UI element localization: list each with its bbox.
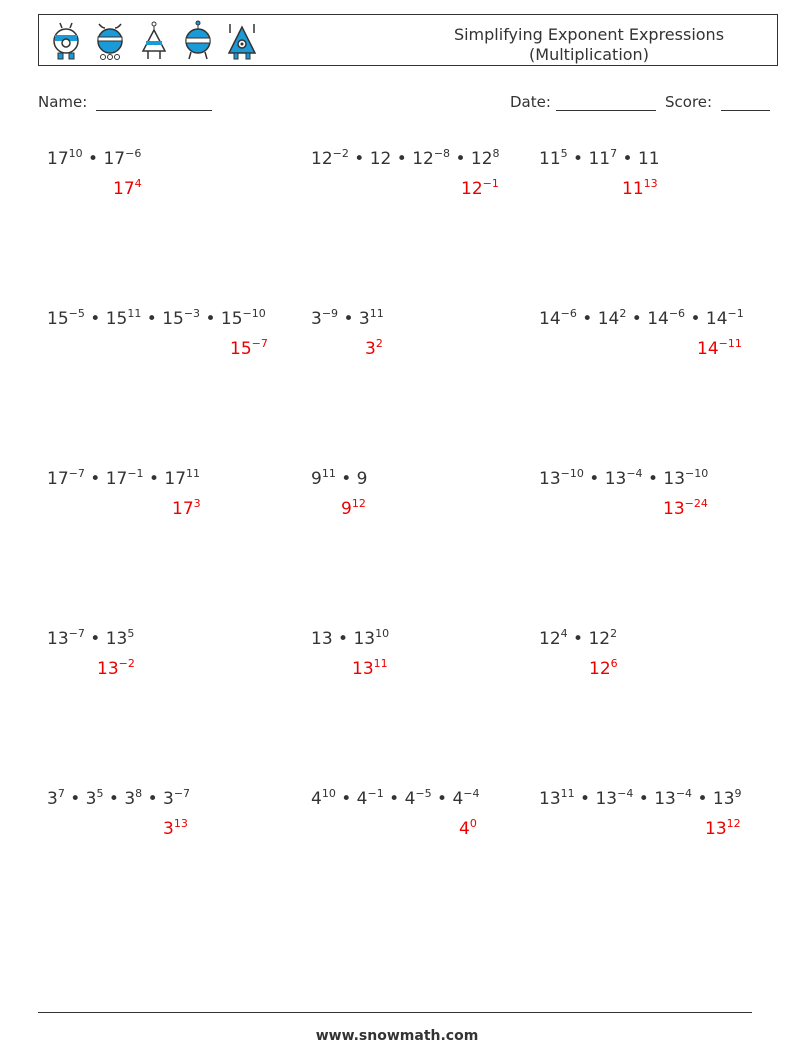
exponent: −7 <box>251 337 268 350</box>
exponent: 7 <box>610 147 618 160</box>
multiply-operator: • <box>685 309 706 329</box>
exponent: 11 <box>560 787 575 800</box>
score-label: Score: <box>665 93 713 111</box>
base: 11 <box>622 179 644 199</box>
power-term <box>452 789 479 809</box>
base: 13 <box>712 789 735 809</box>
exponent: −1 <box>367 787 384 800</box>
multiply-operator: • <box>642 469 664 489</box>
problem-expression <box>47 467 200 491</box>
power-term <box>106 629 135 649</box>
answer-expression <box>461 177 499 201</box>
multiply-operator: • <box>200 309 221 329</box>
name-field-line[interactable] <box>96 110 212 111</box>
base: 17 <box>164 469 187 489</box>
base: 3 <box>163 789 174 809</box>
multiply-operator: • <box>626 309 648 329</box>
student-info-row <box>38 93 770 115</box>
answer-expression <box>622 177 658 201</box>
exponent: −6 <box>668 307 686 320</box>
power-term <box>539 629 568 649</box>
multiply-operator: • <box>348 149 370 169</box>
exponent: −5 <box>68 307 85 320</box>
power-term <box>357 789 384 809</box>
power-term <box>539 789 575 809</box>
base: 3 <box>124 789 136 809</box>
exponent: 9 <box>734 787 742 800</box>
multiply-operator: • <box>338 309 359 329</box>
base: 13 <box>311 629 333 649</box>
exponent: −5 <box>415 787 432 800</box>
base: 17 <box>172 499 194 519</box>
power-term <box>412 149 450 169</box>
answer-expression <box>341 497 366 521</box>
base: 13 <box>105 629 128 649</box>
problem-expression <box>311 467 368 491</box>
power-term <box>311 149 349 169</box>
base: 14 <box>647 309 669 329</box>
exponent: 0 <box>469 817 477 830</box>
multiply-operator: • <box>633 789 655 809</box>
base: 12 <box>311 149 333 169</box>
problem-expression <box>539 627 617 651</box>
multiply-operator: • <box>576 309 598 329</box>
problem-expression <box>539 787 742 811</box>
multiply-operator: • <box>82 149 104 169</box>
problem-expression <box>311 627 389 651</box>
power-term <box>103 149 141 169</box>
power-term <box>311 469 336 489</box>
power-term <box>539 149 568 169</box>
power-term <box>106 469 144 489</box>
exponent: −7 <box>68 467 85 480</box>
exponent: 4 <box>560 627 568 640</box>
base: 13 <box>539 789 561 809</box>
answer-power <box>97 659 135 679</box>
multiply-operator: • <box>692 789 713 809</box>
power-term <box>47 789 65 809</box>
exponent: 8 <box>492 147 500 160</box>
power-term <box>405 789 432 809</box>
base: 14 <box>539 309 561 329</box>
base: 4 <box>452 789 464 809</box>
exponent: −4 <box>617 787 634 800</box>
multiply-operator: • <box>335 469 357 489</box>
exponent: 10 <box>68 147 83 160</box>
multiply-operator: • <box>574 789 596 809</box>
robot-round-icon <box>47 19 85 63</box>
multiply-operator: • <box>64 789 86 809</box>
multiply-operator: • <box>84 629 106 649</box>
base: 15 <box>220 309 243 329</box>
base: 12 <box>589 659 611 679</box>
exponent: 2 <box>610 627 618 640</box>
exponent: −2 <box>332 147 349 160</box>
multiply-operator: • <box>583 469 605 489</box>
exponent: 8 <box>135 787 143 800</box>
exponent: 12 <box>351 497 366 510</box>
power-term <box>663 469 708 489</box>
base: 11 <box>637 149 660 169</box>
base: 3 <box>358 309 370 329</box>
exponent: −3 <box>183 307 201 320</box>
exponent: −4 <box>463 787 480 800</box>
footer-url: www.snowmath.com <box>315 1028 479 1044</box>
exponent: −24 <box>684 497 708 510</box>
power-term <box>595 789 633 809</box>
exponent: −7 <box>68 627 85 640</box>
base: 3 <box>365 339 376 359</box>
problem-expression <box>47 787 190 811</box>
problem-expression <box>539 307 744 331</box>
power-term <box>311 629 333 649</box>
power-term <box>47 629 85 649</box>
answer-expression <box>172 497 201 521</box>
exponent: −10 <box>242 307 266 320</box>
power-term <box>221 309 266 329</box>
exponent: −11 <box>718 337 742 350</box>
exponent: 13 <box>173 817 188 830</box>
base: 9 <box>311 469 322 489</box>
problem-expression <box>47 147 141 171</box>
base: 13 <box>654 789 676 809</box>
base: 12 <box>470 149 493 169</box>
exponent: −6 <box>125 147 142 160</box>
answer-power <box>705 819 741 839</box>
base: 17 <box>47 469 69 489</box>
answer-expression <box>697 337 742 361</box>
exponent: −10 <box>560 467 584 480</box>
multiply-operator: • <box>142 789 164 809</box>
multiply-operator: • <box>391 149 413 169</box>
power-term <box>163 789 190 809</box>
exponent: 2 <box>375 337 383 350</box>
power-term <box>86 789 104 809</box>
answer-expression <box>163 817 188 841</box>
power-term <box>162 309 200 329</box>
base: 13 <box>604 469 627 489</box>
base: 3 <box>47 789 58 809</box>
base: 13 <box>663 469 686 489</box>
power-term <box>359 309 384 329</box>
power-term <box>638 149 660 169</box>
power-term <box>311 309 338 329</box>
base: 15 <box>162 309 184 329</box>
problem-expression <box>311 787 480 811</box>
exponent: 13 <box>643 177 658 190</box>
answer-power <box>113 179 142 199</box>
base: 13 <box>47 629 69 649</box>
answer-expression <box>230 337 268 361</box>
base: 13 <box>353 629 376 649</box>
multiply-operator: • <box>567 629 589 649</box>
date-field-line[interactable] <box>556 110 656 111</box>
power-term <box>588 149 617 169</box>
problem-expression <box>47 627 134 651</box>
answer-expression <box>352 657 388 681</box>
footer-divider <box>38 1012 752 1013</box>
power-term <box>539 469 584 489</box>
exponent: 11 <box>369 307 384 320</box>
problem-expression <box>311 147 500 171</box>
answer-power <box>352 659 388 679</box>
base: 12 <box>588 629 611 649</box>
name-label: Name: <box>38 93 88 111</box>
answer-power <box>697 339 742 359</box>
exponent: −1 <box>727 307 744 320</box>
exponent: −4 <box>626 467 643 480</box>
score-field-line[interactable] <box>721 110 770 111</box>
power-term <box>164 469 200 489</box>
exponent: 6 <box>610 657 618 670</box>
power-term <box>588 629 617 649</box>
exponent: 7 <box>57 787 65 800</box>
base: 17 <box>105 469 128 489</box>
base: 17 <box>47 149 69 169</box>
power-term <box>706 309 744 329</box>
base: 12 <box>461 179 483 199</box>
multiply-operator: • <box>335 789 357 809</box>
exponent: 10 <box>375 627 390 640</box>
exponent: −4 <box>675 787 693 800</box>
robot-triangle-icon <box>135 19 173 63</box>
exponent: −1 <box>482 177 499 190</box>
answer-power <box>230 339 268 359</box>
base: 9 <box>341 499 352 519</box>
worksheet-title <box>399 25 779 65</box>
answer-expression <box>705 817 741 841</box>
exponent: 3 <box>193 497 201 510</box>
power-term <box>539 309 577 329</box>
base: 3 <box>163 819 174 839</box>
answer-power <box>365 339 383 359</box>
base: 12 <box>412 149 434 169</box>
power-term <box>654 789 692 809</box>
date-label: Date: <box>510 93 551 111</box>
answer-power <box>341 499 366 519</box>
robot-eye-triangle-icon <box>223 19 261 63</box>
problem-expression <box>539 467 708 491</box>
base: 14 <box>705 309 728 329</box>
exponent: 5 <box>127 627 135 640</box>
multiply-operator: • <box>431 789 453 809</box>
answer-expression <box>459 817 477 841</box>
base: 14 <box>597 309 620 329</box>
multiply-operator: • <box>103 789 125 809</box>
answer-power <box>172 499 201 519</box>
base: 9 <box>356 469 368 489</box>
exponent: 5 <box>96 787 104 800</box>
multiply-operator: • <box>84 309 106 329</box>
power-term <box>713 789 742 809</box>
robot-icons <box>47 19 261 63</box>
base: 17 <box>103 149 126 169</box>
robot-ball-icon <box>179 19 217 63</box>
exponent: −9 <box>321 307 339 320</box>
exponent: 11 <box>373 657 388 670</box>
exponent: 5 <box>560 147 568 160</box>
base: 4 <box>356 789 368 809</box>
exponent: −2 <box>118 657 135 670</box>
base: 4 <box>459 819 470 839</box>
multiply-operator: • <box>143 469 165 489</box>
base: 3 <box>85 789 97 809</box>
multiply-operator: • <box>383 789 405 809</box>
answer-expression <box>589 657 618 681</box>
exponent: 10 <box>321 787 336 800</box>
base: 13 <box>97 659 119 679</box>
power-term <box>47 149 83 169</box>
power-term <box>47 469 85 489</box>
power-term <box>311 789 336 809</box>
problem-expression <box>311 307 384 331</box>
power-term <box>605 469 643 489</box>
title-line-1: Simplifying Exponent Expressions <box>453 25 725 44</box>
multiply-operator: • <box>617 149 638 169</box>
base: 13 <box>595 789 618 809</box>
answer-power <box>163 819 188 839</box>
worksheet-header <box>38 14 778 66</box>
base: 13 <box>663 499 685 519</box>
base: 15 <box>230 339 252 359</box>
multiply-operator: • <box>84 469 106 489</box>
base: 14 <box>697 339 719 359</box>
base: 15 <box>105 309 128 329</box>
answer-power <box>663 499 708 519</box>
answer-power <box>461 179 499 199</box>
answer-expression <box>113 177 142 201</box>
multiply-operator: • <box>567 149 589 169</box>
power-term <box>471 149 500 169</box>
exponent: 11 <box>186 467 201 480</box>
answer-power <box>589 659 618 679</box>
answer-expression <box>663 497 708 521</box>
exponent: 12 <box>726 817 741 830</box>
multiply-operator: • <box>332 629 354 649</box>
exponent: −7 <box>173 787 191 800</box>
base: 13 <box>705 819 727 839</box>
multiply-operator: • <box>450 149 471 169</box>
base: 4 <box>311 789 322 809</box>
exponent: −8 <box>433 147 451 160</box>
base: 12 <box>369 149 392 169</box>
answer-expression <box>365 337 383 361</box>
problem-expression <box>539 147 660 171</box>
base: 17 <box>113 179 135 199</box>
base: 11 <box>539 149 561 169</box>
power-term <box>370 149 392 169</box>
answer-power <box>459 819 477 839</box>
answer-expression <box>97 657 135 681</box>
power-term <box>106 309 142 329</box>
exponent: 11 <box>321 467 336 480</box>
exponent: 11 <box>127 307 142 320</box>
base: 15 <box>47 309 69 329</box>
power-term <box>647 309 685 329</box>
exponent: −1 <box>127 467 144 480</box>
base: 13 <box>352 659 374 679</box>
base: 13 <box>539 469 561 489</box>
robot-striped-icon <box>91 19 129 63</box>
exponent: −6 <box>560 307 577 320</box>
answer-power <box>622 179 658 199</box>
power-term <box>598 309 627 329</box>
exponent: 4 <box>134 177 142 190</box>
power-term <box>47 309 85 329</box>
base: 11 <box>588 149 611 169</box>
multiply-operator: • <box>141 309 163 329</box>
base: 3 <box>311 309 322 329</box>
power-term <box>124 789 142 809</box>
exponent: 2 <box>619 307 627 320</box>
base: 12 <box>539 629 561 649</box>
base: 4 <box>404 789 416 809</box>
power-term <box>357 469 368 489</box>
exponent: −10 <box>685 467 709 480</box>
power-term <box>353 629 389 649</box>
title-line-2: (Multiplication) <box>529 45 649 64</box>
problem-expression <box>47 307 266 331</box>
